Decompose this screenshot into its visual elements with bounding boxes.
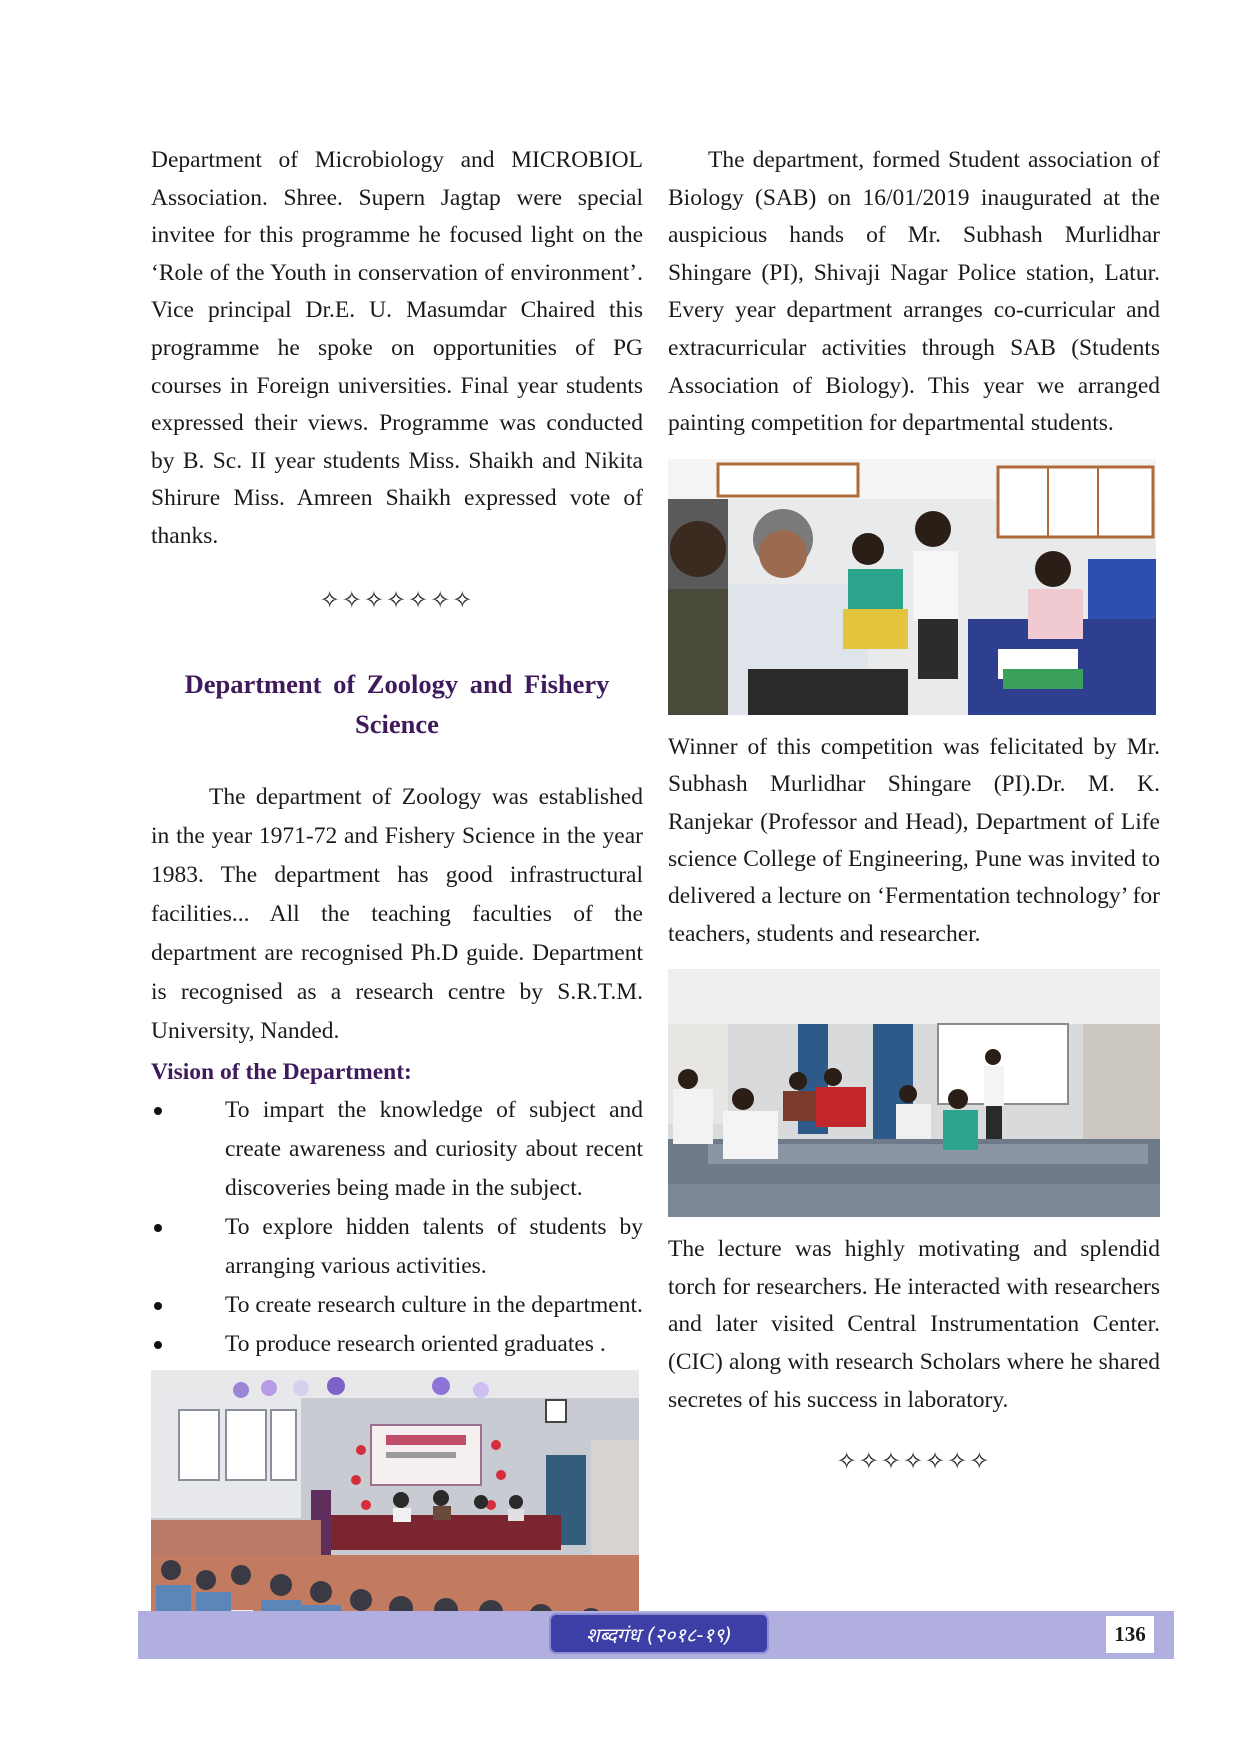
- sab-paragraph: The department, formed Student association of Biology (SAB) on 16/01/2019 inaugurated at the auspicious hands of Mr. Subhash Murlidhar Shingare (PI), Shivaji Nagar Police station, Latur. Every year department arranges co-curricular and extracurricular activities through SAB (Students Association of Biology). This year we arranged painting competition for departmental students.: [668, 147, 1160, 437]
- bullet-icon: [154, 1302, 162, 1310]
- seminar-event-photo: [151, 1370, 639, 1645]
- right-column: [668, 142, 1160, 1477]
- section-title-line2: Science: [355, 708, 439, 739]
- winner-paragraph: Winner of this competition was felicitated by Mr. Subhash Murlidhar Shingare (PI).Dr. M. K. Ranjekar (Professor and Head), Department of Life science College of Engineering, Pune was invited to delivered a lecture on ‘Fermentation technology’ for teachers, students and researcher.: [668, 733, 1160, 947]
- section-title-line1: Department of Zoology and Fishery: [184, 668, 610, 699]
- page-number: 136: [1106, 1616, 1154, 1653]
- page-footer: [138, 1611, 1174, 1659]
- publication-title: शब्दगंध (२०१८-१९): [549, 1613, 769, 1654]
- vision-heading: Vision of the Department:: [151, 1058, 412, 1085]
- zoology-paragraph: The department of Zoology was established in the year 1971-72 and Fishery Science in the year 1983. The department has good infrastructural facilities... All the teaching faculties of the department are recognised Ph.D guide. Department is recognised as a research centre by S.R.T.M. University, Nanded.: [151, 783, 643, 1044]
- meeting-photo: [668, 459, 1156, 715]
- vision-list: [151, 1091, 643, 1364]
- vision-item: To produce research oriented graduates .: [151, 1325, 643, 1364]
- vision-item: To impart the knowledge of subject and create awareness and curiosity about recent discoveries being made in the subject.: [151, 1091, 643, 1208]
- lecture-paragraph: The lecture was highly motivating and splendid torch for researchers. He interacted with researchers and later visited Central Instrumentation Center. (CIC) along with research Scholars where he shared secretes of his success in laboratory.: [668, 1236, 1160, 1413]
- vision-item: To explore hidden talents of students by arranging various activities.: [151, 1208, 643, 1286]
- vision-item: To create research culture in the department.: [151, 1286, 643, 1325]
- bullet-icon: [154, 1341, 162, 1349]
- left-column: [151, 142, 643, 1645]
- bullet-icon: [154, 1224, 162, 1232]
- section-title: [151, 664, 643, 744]
- section-divider: ✧✧✧✧✧✧✧: [319, 587, 475, 614]
- seminar-event-illustration: [151, 1370, 639, 1645]
- meeting-illustration: [668, 459, 1156, 715]
- intro-paragraph: Department of Microbiology and MICROBIOL Association. Shree. Supern Jagtap were special invitee for this programme he focused light on the ‘Role of the Youth in conservation of environment’. Vice principal Dr.E. U. Masumdar Chaired this programme he spoke on opportunities of PG courses in Foreign universities. Final year students expressed their views. Programme was conducted by B. Sc. II year students Miss. Shaikh and Nikita Shirure Miss. Amreen Shaikh expressed vote of thanks.: [151, 147, 643, 549]
- section-divider: ✧✧✧✧✧✧✧: [836, 1449, 992, 1476]
- lecture-photo: [668, 969, 1160, 1217]
- bullet-icon: [154, 1107, 162, 1115]
- lecture-illustration: [668, 969, 1160, 1217]
